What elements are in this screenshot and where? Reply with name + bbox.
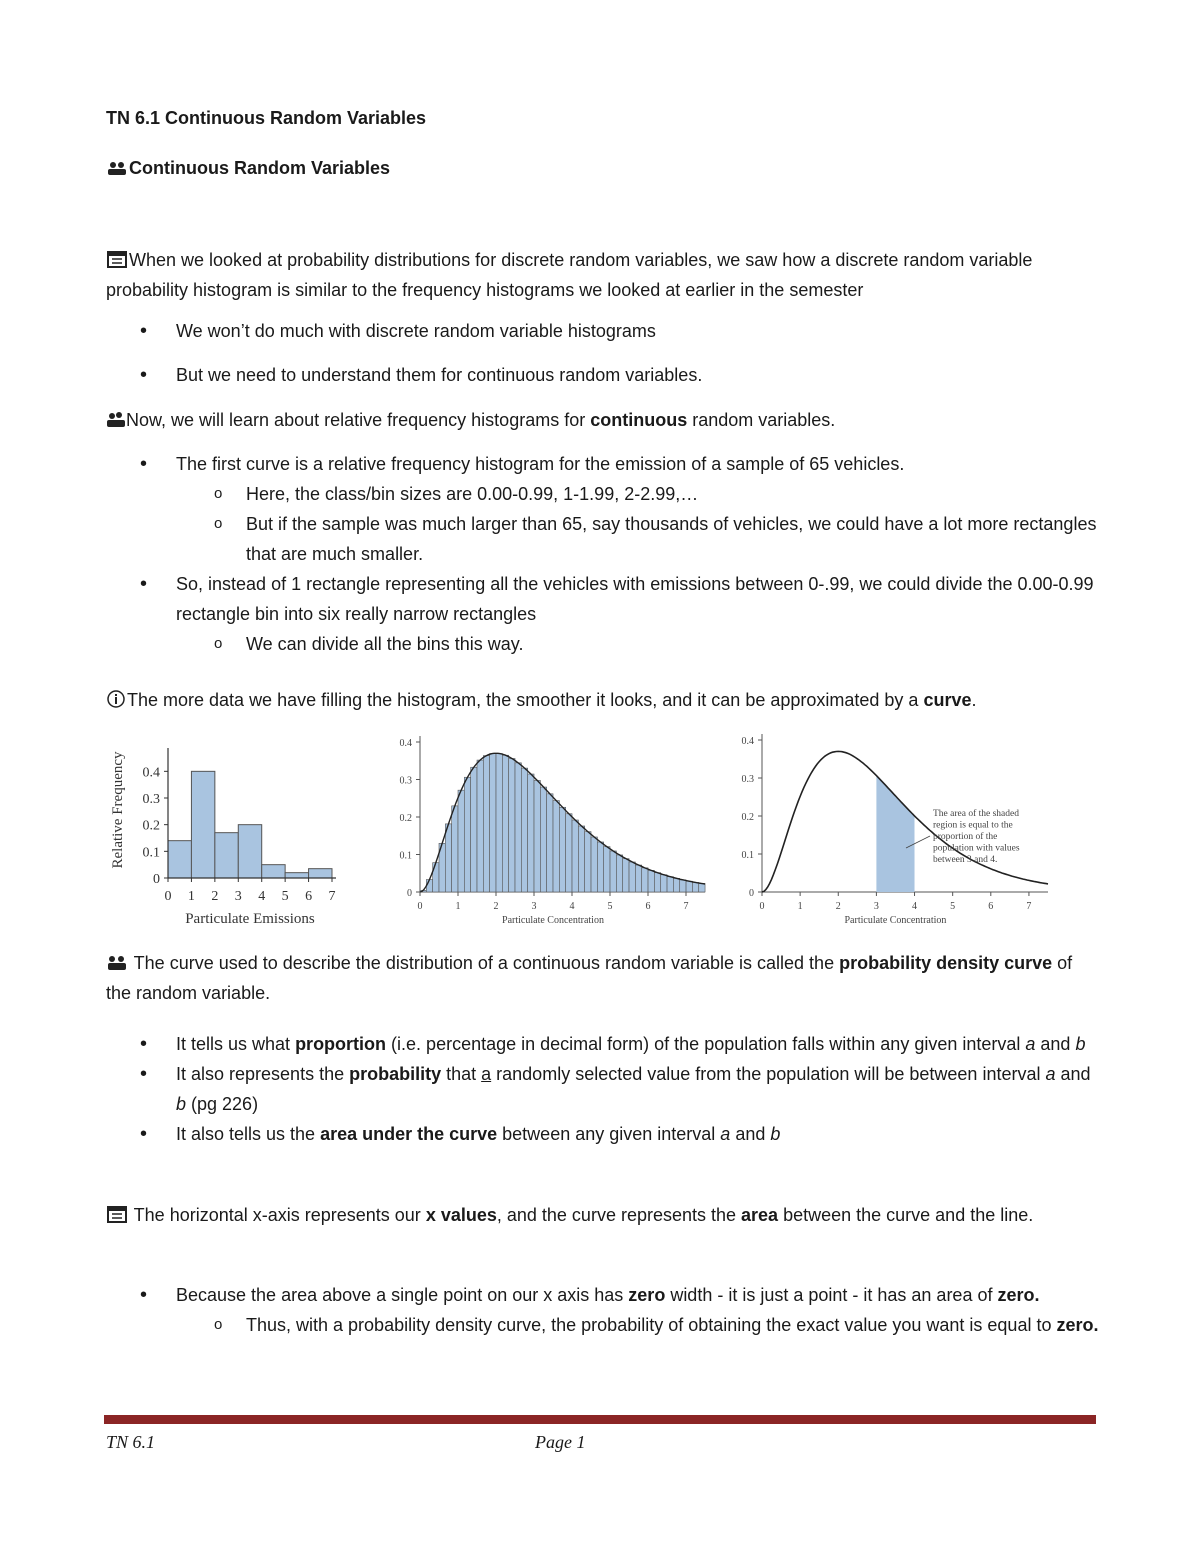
bullet-list-4 bbox=[140, 1280, 1100, 1340]
x-tick-label: 3 bbox=[531, 901, 537, 912]
x-tick-label: 1 bbox=[797, 901, 803, 912]
pdc-paragraph bbox=[106, 948, 1096, 1008]
histogram-bar bbox=[477, 760, 483, 892]
now-paragraph bbox=[106, 405, 1096, 435]
y-axis-label: Relative Frequency bbox=[110, 751, 126, 869]
y-tick-label: 0.2 bbox=[741, 812, 754, 823]
y-tick-label: 0 bbox=[749, 888, 754, 899]
x-tick-label: 7 bbox=[683, 901, 689, 912]
x-tick-label: 5 bbox=[281, 889, 289, 904]
annotation-text bbox=[933, 808, 1020, 865]
x-tick-label: 3 bbox=[234, 889, 242, 904]
histogram-bar bbox=[699, 884, 705, 892]
x-tick-label: 7 bbox=[1026, 901, 1032, 912]
histogram-bar bbox=[215, 833, 238, 878]
shaded-region bbox=[876, 776, 914, 892]
histogram-bar bbox=[648, 870, 654, 892]
histogram-bar bbox=[509, 758, 515, 892]
y-tick-label: 0.1 bbox=[399, 850, 412, 862]
histogram-bar bbox=[483, 756, 489, 892]
x-axis-label: Particulate Concentration bbox=[844, 915, 947, 926]
histogram-bar bbox=[559, 807, 565, 892]
x-tick-label: 4 bbox=[569, 901, 575, 912]
annotation-line: population with values bbox=[933, 843, 1020, 854]
histogram-bar bbox=[642, 868, 648, 892]
histogram-bar bbox=[426, 880, 432, 892]
annotation-line: proportion of the bbox=[933, 832, 998, 842]
footer-doc-id: TN 6.1 bbox=[106, 1432, 156, 1452]
x-tick-label: 4 bbox=[258, 889, 266, 904]
y-tick-label: 0.4 bbox=[399, 738, 412, 749]
more-data-end: . bbox=[971, 690, 977, 710]
histogram-bar bbox=[471, 767, 477, 892]
histogram-bar bbox=[692, 882, 698, 892]
histogram-bar bbox=[445, 824, 451, 892]
y-tick-label: 0.3 bbox=[741, 774, 754, 785]
list-item: o Thus, with a probability density curve, the probability of obtaining the exact value you want is equal to zero. bbox=[140, 1310, 1100, 1340]
annotation-line: region is equal to the bbox=[933, 820, 1013, 831]
more-data-bold: curve bbox=[923, 690, 972, 710]
intro-paragraph bbox=[106, 245, 1096, 305]
histogram-bar bbox=[309, 869, 332, 878]
x-tick-label: 2 bbox=[211, 889, 219, 904]
x-tick-label: 6 bbox=[645, 901, 651, 912]
x-tick-label: 5 bbox=[607, 901, 613, 912]
histogram-bar bbox=[686, 881, 692, 892]
annotation-line: between 3 and 4. bbox=[933, 855, 998, 865]
now-text: Now, we will learn about relative frequency histograms for bbox=[126, 410, 591, 430]
y-tick-label: 0.4 bbox=[142, 765, 160, 781]
histogram-bar bbox=[452, 806, 458, 892]
histogram-bar bbox=[496, 753, 502, 892]
footer-page-number: Page 1 bbox=[535, 1432, 586, 1452]
xaxis-bold-2: area bbox=[741, 1205, 779, 1225]
list-item: • But we need to understand them for continuous random variables. bbox=[140, 360, 1100, 390]
now-bold: continuous bbox=[590, 410, 688, 430]
section-heading bbox=[106, 158, 390, 179]
histogram-bar bbox=[553, 801, 559, 892]
people-icon bbox=[106, 158, 128, 176]
now-text-end: random variables. bbox=[687, 410, 836, 430]
x-tick-label: 6 bbox=[988, 901, 994, 912]
histogram-bar bbox=[610, 851, 616, 892]
list-item: o But if the sample was much larger than 65, say thousands of vehicles, we could have a lot more rectangles that are much smaller. bbox=[140, 509, 1100, 569]
histogram-bar bbox=[604, 847, 610, 892]
more-data-paragraph bbox=[106, 685, 1096, 715]
histogram-bar bbox=[547, 794, 553, 892]
histogram-bar bbox=[238, 825, 261, 878]
histogram-bar bbox=[654, 873, 660, 892]
histogram-bar bbox=[191, 771, 214, 878]
footer-rule bbox=[104, 1415, 1096, 1424]
histogram-bar bbox=[591, 837, 597, 892]
list-item: o Here, the class/bin sizes are 0.00-0.99, 1-1.99, 2-2.99,… bbox=[140, 479, 1100, 509]
y-tick-label: 0.1 bbox=[142, 845, 160, 861]
chart-relative-frequency-histogram bbox=[110, 748, 336, 927]
histogram-bar bbox=[540, 787, 546, 892]
y-tick-label: 0.2 bbox=[142, 818, 160, 834]
pdc-text-end: of the random variable. bbox=[106, 953, 1073, 1003]
list-item: • The first curve is a relative frequency histogram for the emission of a sample of 65 vehicles. bbox=[140, 449, 1100, 479]
histogram-bar bbox=[458, 790, 464, 892]
histogram-bar bbox=[566, 814, 572, 892]
intro-text: When we looked at probability distributions for discrete random variables, we saw how a discrete random variable probability histogram is similar to the frequency histograms we looked at earlier in the semester bbox=[106, 250, 1033, 300]
pdc-bold: probability density curve bbox=[839, 953, 1053, 973]
histogram-bar bbox=[635, 865, 641, 892]
x-tick-label: 0 bbox=[417, 901, 423, 912]
histogram-bar bbox=[521, 768, 527, 892]
histogram-bar bbox=[616, 855, 622, 892]
y-tick-label: 0.1 bbox=[741, 850, 754, 861]
histogram-bar bbox=[680, 880, 686, 892]
bullet-list-2 bbox=[140, 449, 1100, 659]
histogram-bar bbox=[661, 875, 667, 892]
page-title: TN 6.1 Continuous Random Variables bbox=[106, 108, 427, 128]
histogram-bar bbox=[528, 774, 534, 892]
xaxis-paragraph: The horizontal x-axis represents our x values, and the curve represents the area between the curve and the line. bbox=[106, 1200, 1096, 1230]
more-data-text: The more data we have filling the histogram, the smoother it looks, and it can be approximated by a bbox=[127, 690, 924, 710]
histogram-bar bbox=[534, 780, 540, 892]
list-item: • We won’t do much with discrete random variable histograms bbox=[140, 316, 1100, 346]
x-tick-label: 6 bbox=[305, 889, 313, 904]
y-tick-label: 0.4 bbox=[741, 736, 754, 747]
y-tick-label: 0 bbox=[153, 872, 160, 887]
xaxis-text: The horizontal x-axis represents our bbox=[129, 1205, 426, 1225]
histogram-bar bbox=[597, 842, 603, 892]
x-tick-label: 4 bbox=[912, 901, 918, 912]
histogram-bar bbox=[515, 763, 521, 892]
section-heading-text: Continuous Random Variables bbox=[129, 158, 391, 178]
x-tick-label: 2 bbox=[835, 901, 841, 912]
y-tick-label: 0.3 bbox=[399, 775, 412, 787]
histogram-bar bbox=[667, 877, 673, 892]
histogram-bar bbox=[502, 755, 508, 892]
people-icon bbox=[106, 410, 126, 428]
x-tick-label: 0 bbox=[759, 901, 765, 912]
histogram-bar bbox=[578, 826, 584, 892]
histogram-bar bbox=[572, 820, 578, 892]
charts-row bbox=[100, 728, 1100, 940]
bullet-list-1 bbox=[140, 316, 1100, 390]
histogram-bar bbox=[673, 878, 679, 892]
list-item: • It also tells us the area under the curve between any given interval a and b bbox=[140, 1119, 1100, 1149]
histogram-bar bbox=[585, 832, 591, 892]
y-tick-label: 0.2 bbox=[399, 813, 412, 824]
list-item: • Because the area above a single point on our x axis has zero width - it is just a point - it has an area of zero. bbox=[140, 1280, 1100, 1310]
histogram-bar bbox=[285, 873, 308, 878]
chart-density-curve bbox=[742, 734, 1049, 926]
xaxis-bold-1: x values bbox=[425, 1205, 497, 1225]
annotation-line: The area of the shaded bbox=[933, 809, 1019, 819]
bullet-list-3 bbox=[140, 1029, 1100, 1149]
x-tick-label: 1 bbox=[187, 889, 195, 904]
people-icon bbox=[106, 953, 128, 971]
x-axis-label: Particulate Emissions bbox=[185, 911, 315, 927]
calendar-icon bbox=[106, 1205, 128, 1223]
list-item: • So, instead of 1 rectangle representing all the vehicles with emissions between 0-.99, we could divide the 0.00-0.99 rectangle bin into six really narrow rectangles bbox=[140, 569, 1100, 629]
histogram-bar bbox=[464, 777, 470, 892]
chart-fine-histogram bbox=[400, 736, 706, 926]
x-tick-label: 3 bbox=[873, 901, 879, 912]
histogram-bar bbox=[262, 865, 285, 878]
x-tick-label: 7 bbox=[328, 889, 336, 904]
x-axis-label: Particulate Concentration bbox=[502, 915, 604, 926]
histogram-bar bbox=[490, 753, 496, 892]
list-item: • It tells us what proportion (i.e. percentage in decimal form) of the population falls within any given interval a and b bbox=[140, 1029, 1100, 1059]
x-tick-label: 1 bbox=[455, 901, 461, 912]
pdc-text: The curve used to describe the distribution of a continuous random variable is called the bbox=[129, 953, 840, 973]
x-tick-label: 5 bbox=[950, 901, 956, 912]
histogram-bar bbox=[168, 841, 191, 878]
x-tick-label: 0 bbox=[164, 889, 172, 904]
list-item: o We can divide all the bins this way. bbox=[140, 629, 1100, 659]
info-icon bbox=[106, 690, 126, 708]
x-tick-label: 2 bbox=[493, 901, 499, 912]
y-tick-label: 0 bbox=[407, 888, 412, 899]
calendar-icon bbox=[106, 250, 128, 268]
y-tick-label: 0.3 bbox=[142, 792, 160, 807]
histogram-bar bbox=[623, 859, 629, 892]
list-item: • It also represents the probability that a randomly selected value from the population will be between interval a and b (pg 226) bbox=[140, 1059, 1100, 1119]
histogram-bar bbox=[629, 862, 635, 892]
